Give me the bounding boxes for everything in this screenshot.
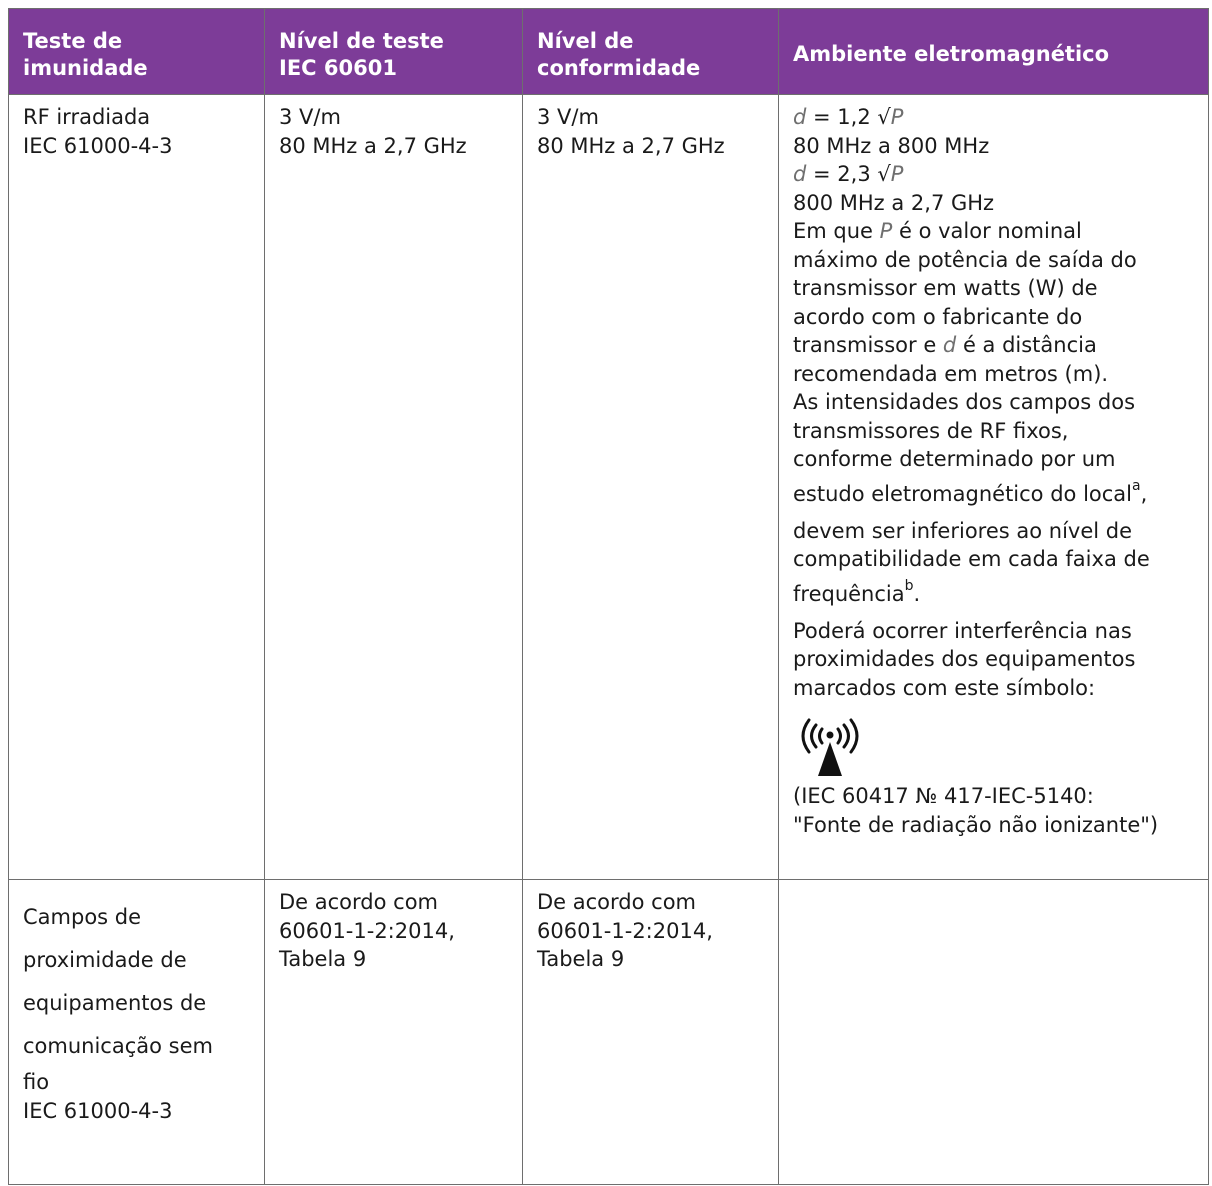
paragraph-line: compatibilidade em cada faixa de [793,547,1150,571]
header-em-environment [779,9,1209,95]
header-row [9,9,1209,95]
cell-text: 60601-1-2:2014, [537,918,713,943]
cell-compliance-level [523,880,779,1185]
header-text: IEC 60601 [279,55,397,80]
cell-text: equipamentos de [23,991,207,1015]
cell-text: 3 V/m [537,105,599,129]
var-d: d [793,162,807,186]
cell-text: 80 MHz a 2,7 GHz [537,133,725,158]
formula-line [793,103,1194,132]
frequency-range: 800 MHz a 2,7 GHz [793,190,995,215]
cell-text: Tabela 9 [537,947,625,971]
paragraph-line: proximidades dos equipamentos [793,647,1136,671]
paragraph-line: transmissor em watts (W) de [793,276,1098,300]
cell-text: proximidade de [23,948,187,972]
cell-em-environment [779,880,1209,1185]
formula-text: = 2,3 √ [813,162,891,186]
emc-immunity-table [8,8,1209,1185]
text-fragment: é a distância [956,333,1097,357]
header-text: Teste de [23,28,123,53]
text-fragment: , [1140,481,1148,506]
cell-text: 80 MHz a 2,7 GHz [279,133,467,158]
cell-text: De acordo com [537,890,696,914]
formula-text: = 1,2 √ [813,105,891,129]
paragraph-line: transmissores de RF fixos, [793,418,1069,443]
cell-immunity-test [9,95,265,880]
var-p: P [890,105,904,129]
var-p: P [879,219,893,243]
var-p: P [890,162,904,186]
frequency-range: 80 MHz a 800 MHz [793,133,990,158]
paragraph-line: recomendada em metros (m). [793,361,1109,386]
cell-immunity-test [9,880,265,1185]
table-row [9,95,1209,880]
cell-text: RF irradiada [23,105,151,129]
cell-test-level [265,880,523,1185]
text-fragment: frequência [793,581,905,606]
text-fragment: . [913,581,921,606]
cell-em-environment [779,95,1209,880]
header-text: Nível de teste [279,28,444,53]
paragraph-line [793,331,1194,360]
text-fragment: é o valor nominal [892,219,1082,243]
cell-text: fio [23,1070,50,1094]
paragraph-line: acordo com o fabricante do [793,304,1083,329]
paragraph-line: "Fonte de radiação não ionizante") [793,812,1159,837]
var-d: d [793,105,807,129]
text-fragment: estudo eletromagnético do local [793,481,1132,506]
header-text: Nível de [537,28,634,53]
non-ionizing-radiation-icon [795,712,1194,778]
header-test-level [265,9,523,95]
cell-test-level [265,95,523,880]
formula-line [793,160,1194,189]
text-fragment: Em que [793,219,880,243]
cell-text: 3 V/m [279,105,341,129]
footnote-ref-b: b [904,577,914,594]
table-row [9,880,1209,1185]
cell-text: Campos de [23,905,142,929]
paragraph-line [793,574,1194,617]
paragraph-line [793,217,1194,246]
header-text: conformidade [537,55,701,80]
header-compliance-level [523,9,779,95]
footnote-ref-a: a [1132,477,1141,494]
cell-text: IEC 61000-4-3 [23,1098,173,1123]
cell-text: IEC 61000-4-3 [23,133,173,158]
header-text: Ambiente eletromagnético [793,42,1110,66]
var-d: d [942,333,957,357]
header-text: imunidade [23,55,148,80]
cell-compliance-level [523,95,779,880]
cell-text: Tabela 9 [279,947,367,971]
paragraph-line: marcados com este símbolo: [793,675,1096,700]
paragraph-line: (IEC 60417 № 417-IEC-5140: [793,784,1094,808]
paragraph-line: máximo de potência de saída do [793,247,1137,272]
cell-text: 60601-1-2:2014, [279,918,455,943]
header-immunity-test [9,9,265,95]
cell-text: comunicação sem [23,1034,213,1058]
paragraph-line: As intensidades dos campos dos [793,390,1136,414]
paragraph-line [793,474,1194,517]
paragraph-line: conforme determinado por um [793,447,1116,471]
paragraph-line: Poderá ocorrer interferência nas [793,618,1132,643]
cell-text: De acordo com [279,890,438,914]
paragraph-line: devem ser inferiores ao nível de [793,518,1133,543]
text-fragment: transmissor e [793,333,943,357]
